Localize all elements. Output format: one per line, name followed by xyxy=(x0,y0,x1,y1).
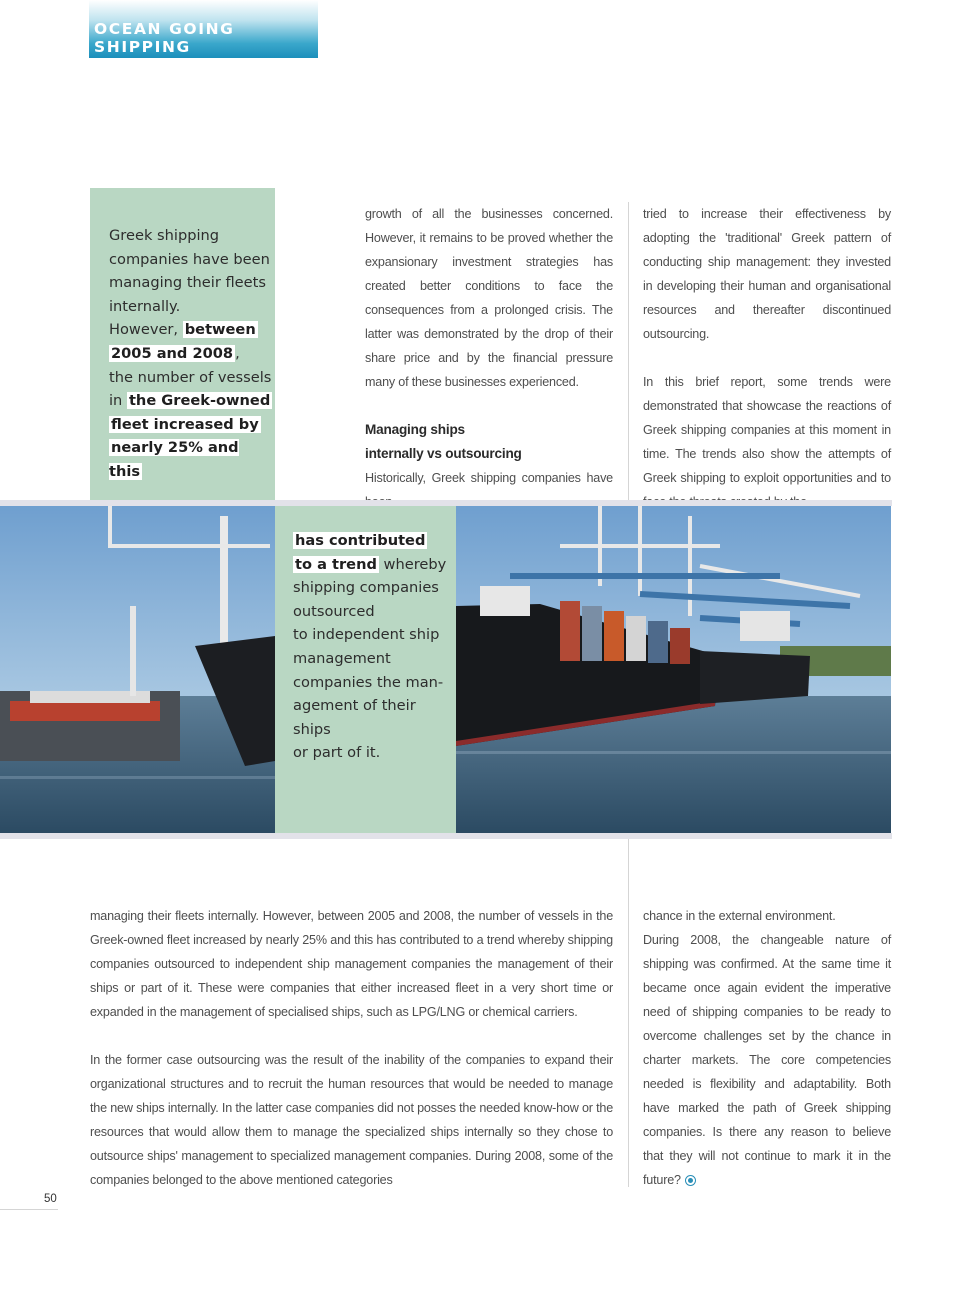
pull-quote-line xyxy=(293,600,453,624)
pull-quote-line xyxy=(293,671,453,695)
highlighted-text: between xyxy=(184,321,256,339)
pull-quote-text: in xyxy=(109,392,127,410)
article-column-left-bottom xyxy=(90,904,613,1192)
pull-quote-line xyxy=(109,248,275,272)
pull-quote-text: companies the man- xyxy=(293,673,444,691)
pull-quote-line xyxy=(109,366,275,390)
end-of-article-icon xyxy=(685,1175,696,1186)
body-paragraph: tried to increase their effectiveness by adopting the 'traditional' Greek pattern of conducting ship management: they invested in developing their human and organisational resources and thereafter discontinued outsourcing. xyxy=(643,207,891,341)
article-column-middle-top xyxy=(365,202,613,514)
article-column-right-bottom xyxy=(643,904,891,1192)
page-number-rule xyxy=(0,1209,58,1210)
pull-quote-text: However, xyxy=(109,321,183,339)
pull-quote-mid xyxy=(293,529,453,765)
body-paragraph: managing their fleets internally. However, between 2005 and 2008, the number of vessels in the Greek-owned fleet increased by nearly 25% and this has contributed to a trend whereby shipping companies outsourced to independent ship management companies the management of their ships or part of it. These were companies that either increased fleet in a very short time or expanded in the management of specialised ships, such as LPG/LNG or chemical carriers. xyxy=(90,909,613,1019)
pull-quote-line xyxy=(109,436,275,483)
body-paragraph: In the former case outsourcing was the result of the inability of the companies to expand their organizational structures and to recruit the human resources that would be needed to manage the new ships internally. In the latter case companies did not posses the needed know-how or the resources that would allow them to manage the specialized ships internally so they chose to outsource ships' management to specialized management companies. During 2008, some of the companies belonged to the above mentioned categories xyxy=(90,1053,613,1187)
pull-quote-line xyxy=(293,529,453,553)
body-paragraph: chance in the external environment. xyxy=(643,909,836,923)
pull-quote-line xyxy=(109,271,275,295)
highlighted-text: fleet increased by xyxy=(111,415,259,433)
pull-quote-text: to independent ship xyxy=(293,626,440,644)
highlighted-text: to a trend xyxy=(295,555,377,573)
body-paragraph: In this brief report, some trends were demonstrated that showcase the reactions of Greek shipping companies at this moment in time. The trends also show the attempts of Greek shipping to exploit opportunities and to xyxy=(643,375,891,485)
section-title: OCEAN GOING SHIPPING xyxy=(94,20,235,56)
section-heading: Managing ships internally vs outsourcing xyxy=(365,422,522,461)
pull-quote-top xyxy=(109,224,275,484)
pull-quote-text: managing their fleets xyxy=(109,274,266,292)
pull-quote-line xyxy=(293,694,453,741)
pull-quote-line xyxy=(293,576,453,600)
body-paragraph: During 2008, the changeable nature of shipping was confirmed. At the same time it became once again evident the imperative need of shipping companies to be ready to overcome challenges set by the chance in charter markets. The core competencies needed is flexibility and adaptability. Both have marked the path of Greek shipping companies. Is there any reason to believe that they will not continue to mark it in the future? xyxy=(643,933,891,1187)
pull-quote-line xyxy=(293,647,453,671)
pull-quote-text: management xyxy=(293,649,391,667)
pull-quote-text: , xyxy=(235,344,240,362)
pull-quote-line xyxy=(109,295,275,319)
pull-quote-line xyxy=(109,342,275,366)
page-number: 50 xyxy=(44,1193,57,1205)
pull-quote-text: or part of it. xyxy=(293,744,381,762)
pull-quote-text: agement of their ships xyxy=(293,697,416,738)
pull-quote-box-mid xyxy=(275,506,456,834)
pull-quote-line xyxy=(293,741,453,765)
pull-quote-line xyxy=(293,623,453,647)
pull-quote-line xyxy=(109,318,275,342)
pull-quote-text: shipping companies xyxy=(293,579,439,597)
pull-quote-text: the number of vessels xyxy=(109,368,272,386)
column-divider xyxy=(628,839,629,1187)
pull-quote-text: companies have been xyxy=(109,250,270,268)
pull-quote-text: whereby xyxy=(378,555,447,573)
highlighted-text: 2005 and 2008 xyxy=(111,344,234,362)
column-divider xyxy=(628,202,629,500)
body-paragraph: growth of all the businesses concerned. However, it remains to be proved whether the expansionary investment strategies has created better conditions to face the consequences from a prolonged crisis. The latter was demonstrated by the drop of their share price and by the financial pressure many of these businesses experienced. xyxy=(365,207,613,389)
highlighted-text: nearly 25% and this xyxy=(109,439,239,480)
body-paragraph: Historically, Greek shipping companies have xyxy=(365,471,613,485)
pull-quote-text: outsourced xyxy=(293,602,375,620)
highlighted-text: the Greek-owned xyxy=(128,392,271,410)
pull-quote-line xyxy=(109,389,275,413)
photo-bottom-shadow xyxy=(0,833,892,839)
pull-quote-line xyxy=(293,553,453,577)
pull-quote-text: internally. xyxy=(109,297,181,315)
article-column-right-top xyxy=(643,202,891,514)
section-header-tab xyxy=(89,0,318,58)
pull-quote-text: Greek shipping xyxy=(109,227,220,244)
pull-quote-line xyxy=(109,413,275,437)
highlighted-text: has contributed xyxy=(295,532,426,549)
pull-quote-line xyxy=(109,224,275,248)
